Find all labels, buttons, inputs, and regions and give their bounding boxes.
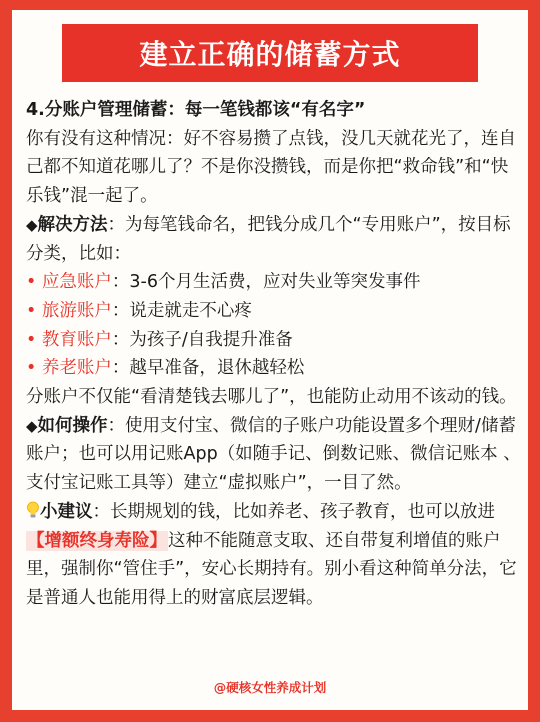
page-title: 建立正确的储蓄方式 bbox=[139, 38, 401, 71]
section-heading: 4.分账户管理储蓄：每一笔钱都该“有名字” bbox=[26, 100, 366, 120]
operation-label: 如何操作 bbox=[37, 415, 108, 436]
lightbulb-icon bbox=[26, 501, 40, 519]
tip-paragraph bbox=[26, 498, 524, 613]
bullet-icon: • bbox=[26, 272, 42, 293]
bullet-icon: • bbox=[26, 358, 42, 379]
highlight-product: 【增额终身寿险】 bbox=[27, 530, 167, 551]
account-desc: ：说走就走不心疼 bbox=[111, 300, 252, 321]
bullet-icon: • bbox=[26, 329, 42, 350]
account-name: 应急账户 bbox=[41, 272, 112, 293]
operation-paragraph bbox=[26, 412, 524, 498]
account-name: 养老账户 bbox=[41, 358, 112, 379]
account-name: 教育账户 bbox=[41, 329, 112, 350]
title-banner bbox=[62, 24, 478, 82]
method-paragraph bbox=[26, 211, 524, 268]
intro-paragraph: 你有没有这种情况：好不容易攒了点钱，没几天就花光了，连自己都不知道花哪儿了？不是你没攒钱，而是你把“救命钱”和“快乐钱”混一起了。 bbox=[26, 128, 516, 207]
method-text: ：为每笔钱命名，把钱分成几个“专用账户”，按目标分类，比如： bbox=[26, 214, 511, 264]
list-item bbox=[26, 297, 524, 326]
tip-text-after: 这种不能随意支取、还自带复利增值的账户里，强制你“管住手”，安心长期持有。别小看这种简单分法，它是普通人也能用得上的财富底层逻辑。 bbox=[26, 530, 517, 608]
method-label: 解决方法 bbox=[37, 214, 108, 235]
summary-paragraph: 分账户不仅能“看清楚钱去哪儿了”，也能防止动用不该动的钱。 bbox=[26, 387, 517, 408]
list-item bbox=[26, 268, 524, 297]
article-body bbox=[26, 96, 524, 613]
account-desc: ：越早准备，退休越轻松 bbox=[111, 358, 305, 379]
operation-text: ：使用支付宝、微信的子账户功能设置多个理财/储蓄账户；也可以用记账App（如随手记、倒数记账、微信记账本 、 支付宝记账工具等）建立“虚拟账户”，一目了然。 bbox=[26, 415, 521, 494]
list-item bbox=[26, 354, 524, 383]
bullet-icon: • bbox=[26, 300, 42, 321]
account-desc: ：3-6个月生活费，应对失业等突发事件 bbox=[111, 272, 421, 293]
content-card bbox=[12, 10, 528, 710]
tip-text-before: ：长期规划的钱，比如养老、孩子教育，也可以放进 bbox=[92, 501, 495, 522]
diamond-icon: ◆ bbox=[26, 215, 38, 234]
account-name: 旅游账户 bbox=[41, 300, 112, 321]
account-desc: ：为孩子/自我提升准备 bbox=[111, 329, 293, 350]
diamond-icon: ◆ bbox=[26, 416, 38, 435]
list-item bbox=[26, 326, 524, 355]
tip-label: 小建议 bbox=[40, 501, 93, 522]
author-credit: @硬核女性养成计划 bbox=[213, 680, 327, 695]
